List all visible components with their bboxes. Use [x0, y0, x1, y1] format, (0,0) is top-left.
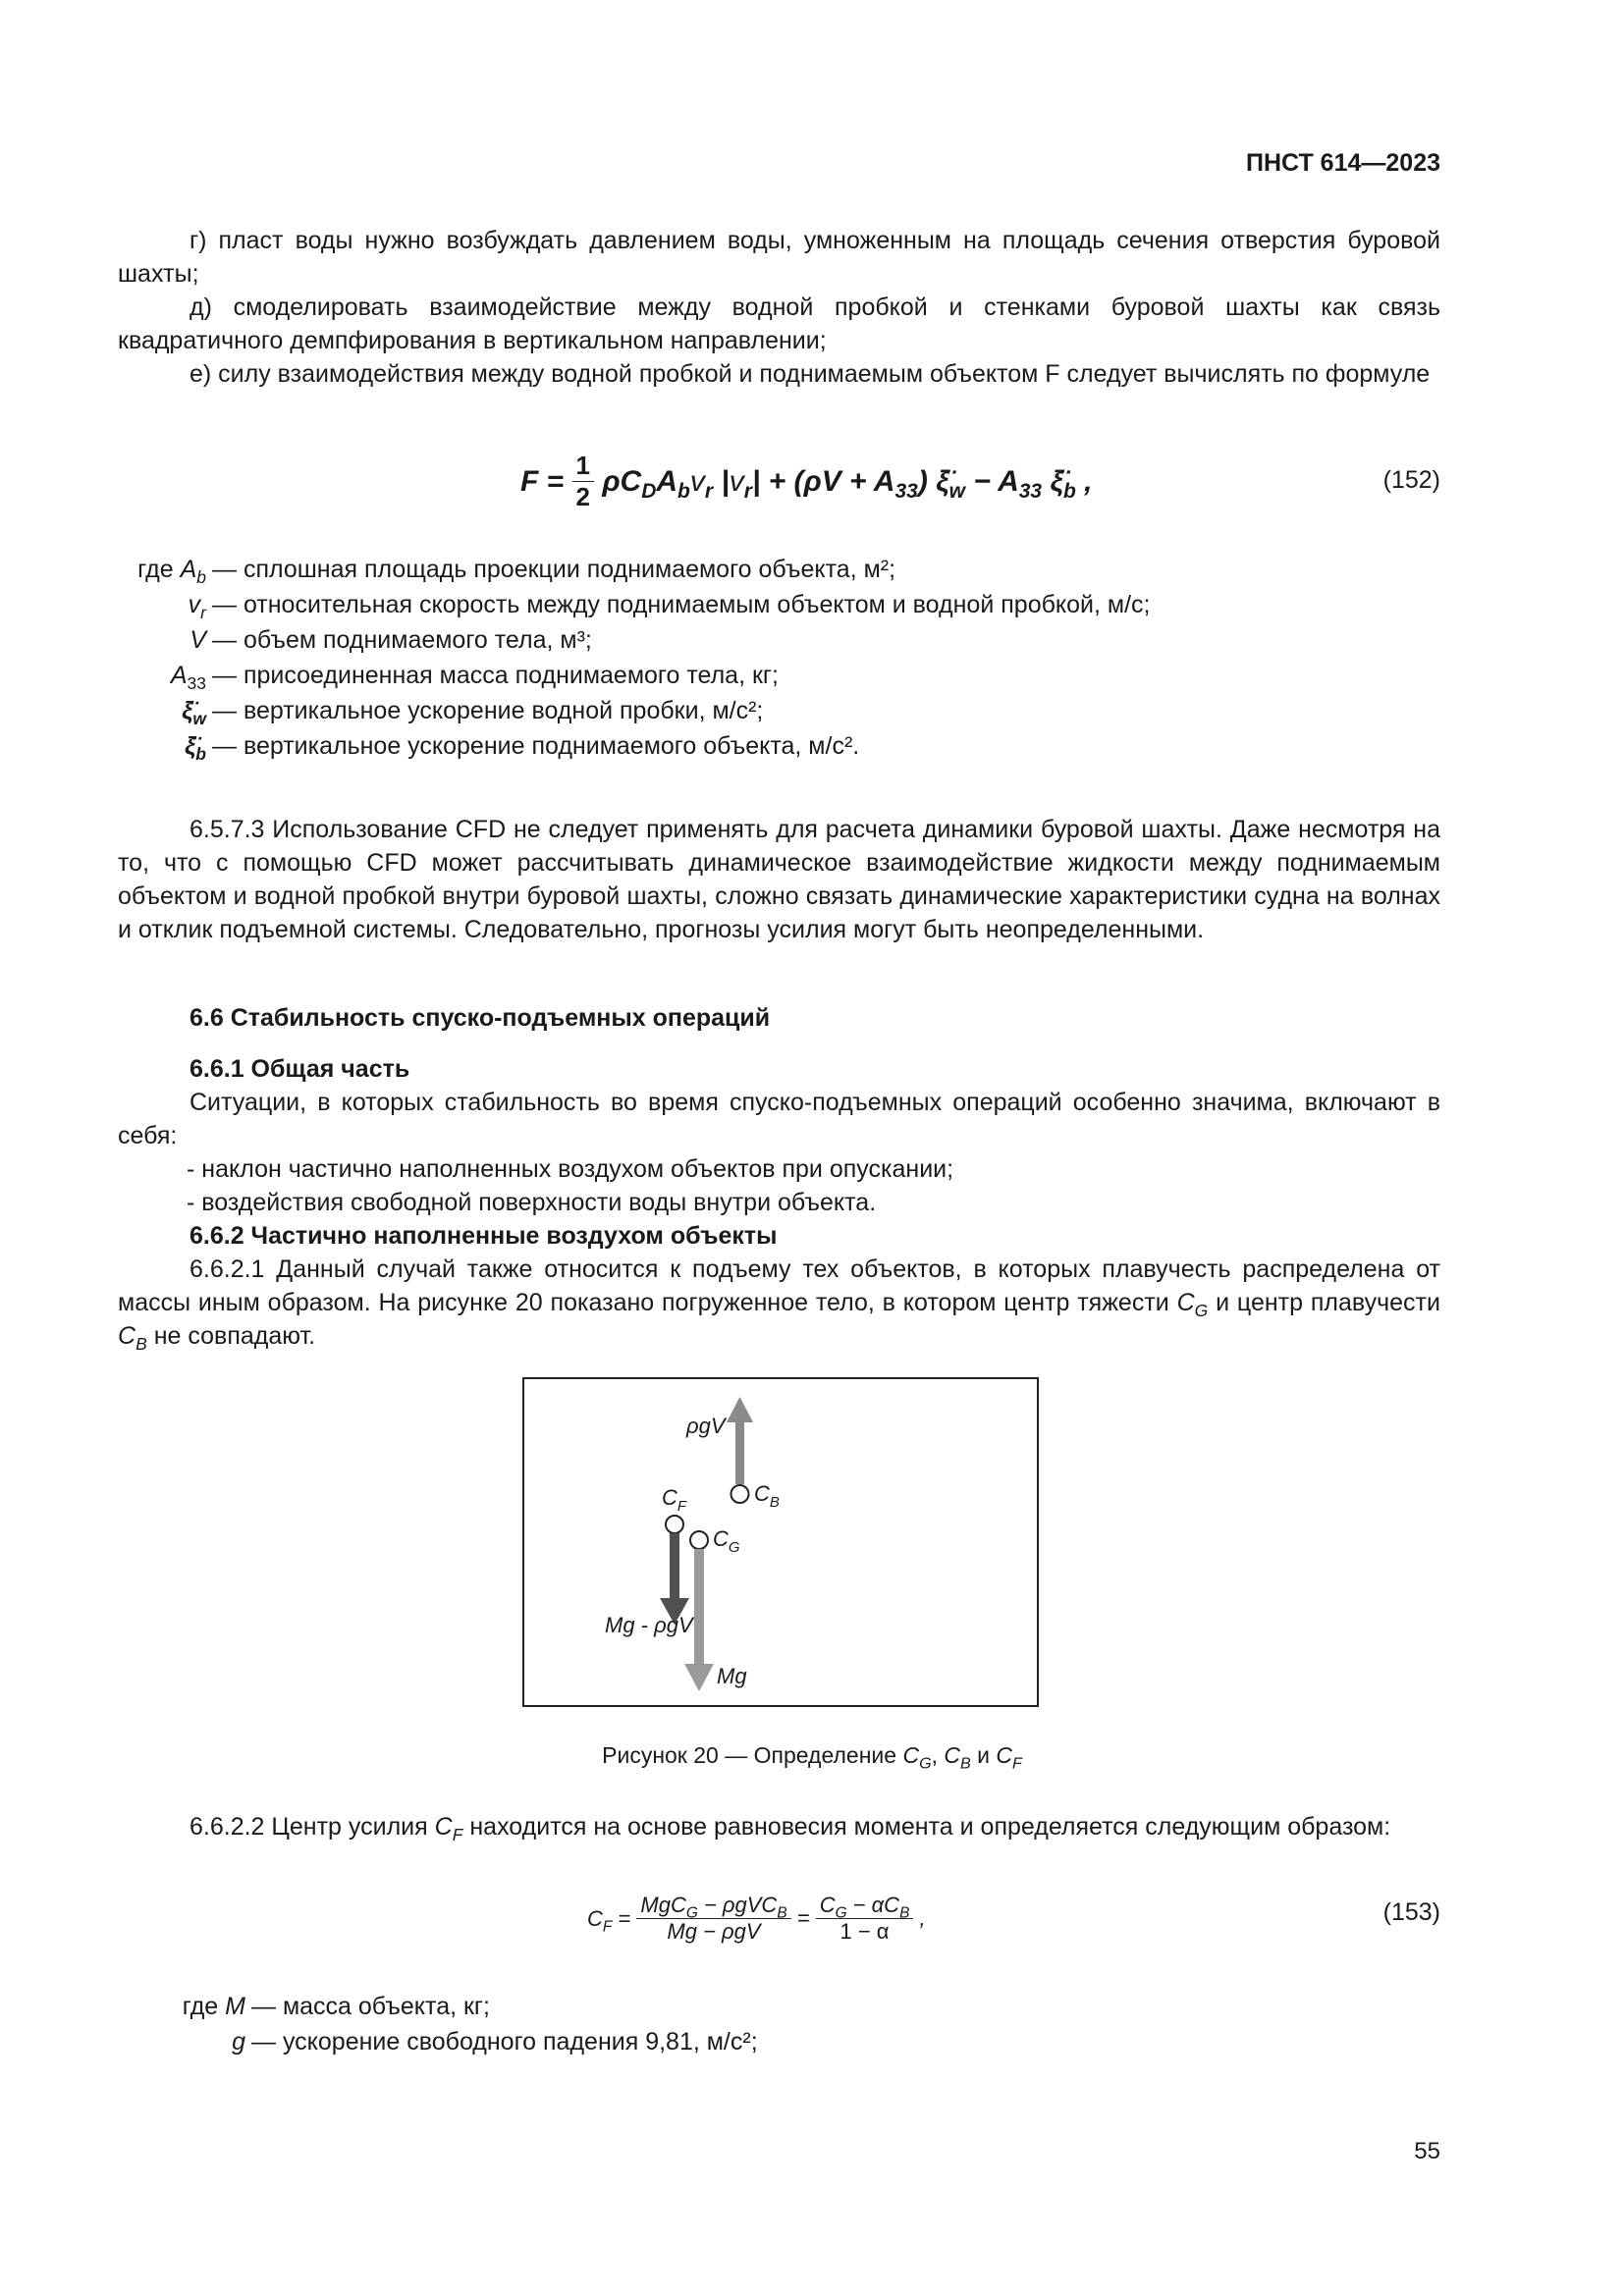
- definition-where: где $A_b$: [137, 556, 206, 587]
- definition-text: — объем поднимаемого тела, м³;: [212, 626, 592, 654]
- document-code: ПНСТ 614—2023: [1246, 149, 1440, 177]
- definition-text: — сплошная площадь проекции поднимаемого объекта, м²;: [212, 556, 896, 583]
- list-item: - наклон частично наполненных воздухом объектов при опускании;: [187, 1155, 954, 1183]
- label-mg-minus-rhogv: Mg - ρgV: [605, 1613, 693, 1637]
- figure-20: [522, 1377, 1039, 1707]
- paragraph-e: е) силу взаимодействия между водной пробкой и поднимаемым объектом F следует вычислять по формуле: [189, 360, 1431, 388]
- definition-symbol: g: [232, 2028, 245, 2056]
- page-number: 55: [1414, 2138, 1440, 2164]
- definition-symbol: V: [189, 626, 206, 654]
- equation-152-definitions: [118, 552, 1150, 764]
- cf-point: [666, 1516, 683, 1533]
- definition-symbol: v: [188, 591, 201, 618]
- definition-text: — вертикальное ускорение водной пробки, м/с²;: [212, 697, 764, 724]
- paragraph-6-6-1: Ситуации, в которых стабильность во время спуско-подъемных операций особенно значима, включают в себя:: [118, 1089, 1440, 1149]
- definition-text: — масса объекта, кг;: [251, 1993, 490, 2020]
- definition-text: — вертикальное ускорение поднимаемого объекта, м/с².: [212, 732, 860, 760]
- label-cf: $C_F$: [662, 1485, 687, 1515]
- heading-6-6-1: 6.6.1 Общая часть: [189, 1055, 410, 1083]
- buoyancy-arrow-shaft: [735, 1420, 744, 1484]
- definition-row: $v_r$ — относительная скорость между поднимаемым объектом и водной пробкой, м/с;: [118, 587, 1150, 622]
- definition-text: — присоединенная масса поднимаемого тела, кг;: [212, 662, 779, 689]
- paragraph-6-5-7-3: 6.5.7.3 Использование CFD не следует применять для расчета динамики буровой шахты. Даже несмотря на то, что с помощью CFD может рассчитывать динамическое взаимодействие жидкости между поднимаемым объектом и водной пробкой внутри буровой шахты, сложно связать динамические характеристики судна на волнах и отклик подъемной системы. Следовательно, прогнозы усилия могут быть неопределенными.: [118, 816, 1440, 943]
- symbol-cg: $C_G$: [1176, 1289, 1209, 1320]
- label-cg: $C_G$: [713, 1526, 740, 1556]
- definition-symbol: ξ̈: [182, 697, 193, 724]
- definition-text: — ускорение свободного падения 9,81, м/с²;: [251, 2028, 758, 2056]
- heading-6-6-2: 6.6.2 Частично наполненные воздухом объекты: [189, 1222, 778, 1250]
- definition-symbol: A: [170, 662, 188, 689]
- label-mg: Mg: [717, 1664, 747, 1688]
- list-item: - воздействия свободной поверхности воды внутри объекта.: [187, 1189, 877, 1216]
- definition-symbol: M: [225, 1993, 245, 2020]
- figure-20-caption: Рисунок 20 — Определение $C_G$, $C_B$ и $C_F$: [602, 1742, 1022, 1773]
- weight-arrow-head: [684, 1664, 714, 1691]
- buoyancy-arrow-head: [727, 1397, 753, 1422]
- equation-153-row: [118, 1893, 1440, 1971]
- label-cb: $C_B$: [754, 1481, 780, 1511]
- equation-153: $C_F$ = $\frac{MgC_G - \rho gVC_B}{\text{Mg − ρgV}}$ = $\frac{C_G - \alpha C_B}{1 - \alpha}$ ,: [587, 1893, 926, 1944]
- definition-row: $\xï_w$ — вертикальное ускорение водной пробки, м/с²;: [118, 693, 1150, 728]
- definition-row: где M — масса объекта, кг;: [137, 1989, 758, 2024]
- equation-153-definitions: [137, 1989, 758, 2059]
- cg-point: [690, 1531, 708, 1549]
- label-rhogv: ρgV: [686, 1414, 726, 1438]
- paragraph-6-6-2-2: 6.6.2.2 Центр усилия $C_F$ находится на основе равновесия момента и определяется следующим образом:: [189, 1813, 1391, 1844]
- weight-arrow-shaft: [694, 1549, 704, 1667]
- net-force-arrow-shaft: [670, 1533, 679, 1600]
- equation-152-row: [118, 447, 1440, 525]
- definition-row: [118, 552, 1150, 587]
- definition-row: [118, 622, 1150, 658]
- definition-row: [137, 2024, 758, 2059]
- definition-symbol: ξ̈: [185, 732, 196, 760]
- paragraph-6-6-2-1: 6.6.2.1 Данный случай также относится к подъему тех объектов, в которых плавучесть распределена от массы иным образом. На рисунке 20 показано погруженное тело, в котором центр тяжести $C_G$ и центр плавучести $C_B$ не совпадают.: [118, 1255, 1440, 1354]
- definition-row: $A_{33}$ — присоединенная масса поднимаемого тела, кг;: [118, 658, 1150, 693]
- heading-6-6: 6.6 Стабильность спуско-подъемных операций: [189, 1004, 771, 1032]
- definition-row: $\xï_b$ — вертикальное ускорение поднимаемого объекта, м/с².: [118, 728, 1150, 764]
- paragraph-g: г) пласт воды нужно возбуждать давлением воды, умноженным на площадь сечения отверстия буровой шахты;: [118, 227, 1440, 288]
- cb-point: [731, 1485, 749, 1503]
- equation-152: F = $\frac{1}{2}$ $\rho C_DA_bv_r$ $|v_r| + (\rho V + A_{33})$ $\xï_w - A_{33}$ $\xï_b$ ,: [520, 451, 1093, 511]
- figure-20-diagram: [524, 1379, 1037, 1705]
- symbol-cf: $C_F$: [434, 1813, 463, 1844]
- symbol-cb: $C_B$: [118, 1322, 147, 1354]
- list-6-6-1: [118, 1152, 1509, 1219]
- equation-153-number: (153): [1382, 1898, 1440, 1926]
- equation-152-number: (152): [1382, 466, 1440, 494]
- definition-text: — относительная скорость между поднимаемым объектом и водной пробкой, м/с;: [212, 591, 1151, 618]
- paragraph-d: д) смоделировать взаимодействие между водной пробкой и стенками буровой шахты как связь квадратичного демпфирования в вертикальном направлении;: [118, 294, 1440, 354]
